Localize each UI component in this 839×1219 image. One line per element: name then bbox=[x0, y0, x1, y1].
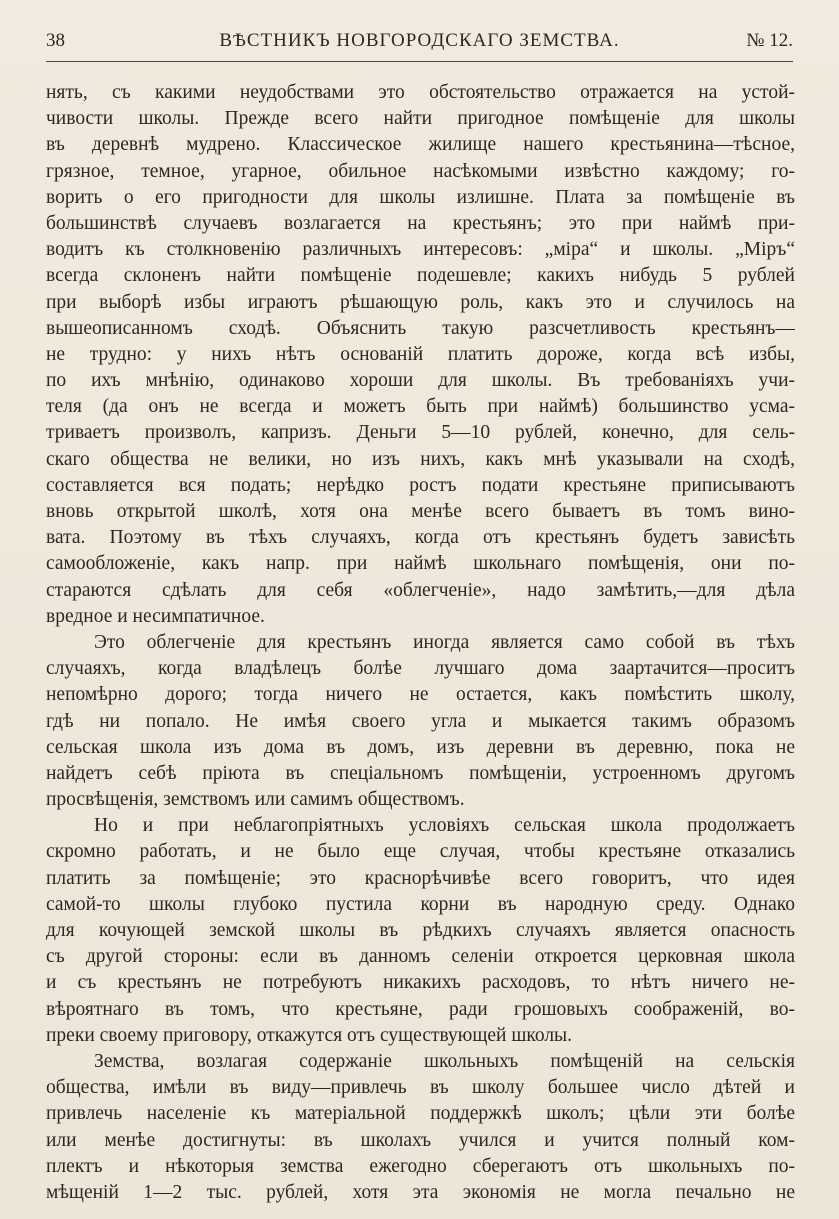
text-line: гдѣ ни попало. Не имѣя своего угла и мыкается такимъ образомъ bbox=[46, 710, 795, 732]
text-line: вновь открытой школѣ, хотя она менѣе всего бываетъ въ томъ вино- bbox=[46, 501, 795, 522]
text-line: скромно работать, и не было еще случая, чтобы крестьяне отказались bbox=[46, 841, 795, 863]
text-line: всегда склоненъ найти помѣщеніе подешевле; какихъ нибудь 5 рублей bbox=[46, 265, 795, 287]
text-line: теля (да онъ не всегда и можетъ быть при наймѣ) большинство усма- bbox=[46, 396, 795, 418]
text-line: грязное, темное, угарное, обильное насѣкомыми извѣстно каждому; го- bbox=[46, 160, 795, 182]
journal-title: ВѢСТНИКЪ НОВГОРОДСКАГО ЗЕМСТВА. bbox=[219, 30, 620, 51]
text-line: чивости школы. Прежде всего найти пригодное помѣщеніе для школы bbox=[46, 108, 795, 130]
text-line: случаяхъ, когда владѣлецъ болѣе лучшаго дома заартачится—проситъ bbox=[46, 658, 795, 680]
text-line: не трудно: у нихъ нѣтъ основаній платить дороже, когда всѣ избы, bbox=[46, 343, 795, 365]
text-line: и съ крестьянъ не потребуютъ никакихъ расходовъ, то нѣтъ ничего не- bbox=[46, 972, 795, 994]
text-line: вредное и несимпатичное. bbox=[46, 605, 265, 627]
text-line: плектъ и нѣкоторыя земства ежегодно сберегаютъ отъ школьныхъ по- bbox=[46, 1155, 795, 1177]
text-line: сельская школа изъ дома въ домъ, изъ деревни въ деревню, пока не bbox=[46, 736, 795, 758]
text-line: привлечь населеніе къ матеріальной поддержкѣ школъ; цѣли эти болѣе bbox=[46, 1103, 795, 1125]
text-line: общества, имѣли въ виду—привлечь въ школу большее число дѣтей и bbox=[46, 1077, 795, 1099]
issue-number: № 12. bbox=[746, 30, 793, 51]
text-line: найдетъ себѣ пріюта въ спеціальномъ помѣщеніи, устроенномъ другомъ bbox=[46, 762, 795, 784]
text-line: самой-то школы глубоко пустила корни въ народную среду. Однако bbox=[46, 893, 795, 915]
text-line: Но и при неблагопріятныхъ условіяхъ сельская школа продолжаетъ bbox=[94, 815, 795, 837]
text-line: платить за помѣщеніе; это краснорѣчивѣе всего говоритъ, что идея bbox=[46, 867, 795, 889]
text-line: вата. Поэтому въ тѣхъ случаяхъ, когда отъ крестьянъ будетъ зависѣть bbox=[46, 527, 795, 549]
page-number: 38 bbox=[46, 30, 65, 51]
text-line: вѣроятнаго въ томъ, что крестьяне, ради грошовыхъ соображеній, во- bbox=[46, 998, 795, 1020]
text-line: съ другой стороны: если въ данномъ селеніи откроется церковная школа bbox=[46, 946, 795, 968]
text-line: стараются сдѣлать для себя «облегченіе», надо замѣтить,—для дѣла bbox=[46, 579, 795, 601]
header-rule bbox=[46, 61, 793, 62]
text-line: ворить о его пригодности для школы излишне. Плата за помѣщеніе въ bbox=[46, 186, 795, 208]
text-line: водитъ къ столкновенію различныхъ интересовъ: „міра“ и школы. „Міръ“ bbox=[46, 239, 795, 261]
text-line: или менѣе достигнуты: въ школахъ учился и учится полный ком- bbox=[46, 1129, 795, 1151]
text-line: непомѣрно дорого; тогда ничего не остается, какъ помѣстить школу, bbox=[46, 684, 795, 706]
text-line: самообложеніе, какъ напр. при наймѣ школьнаго помѣщенія, они по- bbox=[46, 553, 795, 575]
text-line: для кочующей земской школы въ рѣдкихъ случаяхъ является опасность bbox=[46, 920, 795, 941]
text-line: по ихъ мнѣнію, одинаково хороши для школы. Въ требованіяхъ учи- bbox=[46, 370, 795, 392]
text-line: большинствѣ случаевъ возлагается на крестьянъ; это при наймѣ при- bbox=[46, 212, 795, 234]
body-text bbox=[46, 80, 795, 1206]
text-line: нять, съ какими неудобствами это обстоятельство отражается на устой- bbox=[46, 82, 795, 103]
text-line: Земства, возлагая содержаніе школьныхъ помѣщеній на сельскія bbox=[94, 1050, 795, 1072]
text-line: преки своему приговору, откажутся отъ существующей школы. bbox=[46, 1024, 573, 1046]
running-header bbox=[46, 30, 793, 60]
text-line: Это облегченіе для крестьянъ иногда является само собой въ тѣхъ bbox=[94, 631, 795, 653]
text-line: просвѣщенія, земствомъ или самимъ обществомъ. bbox=[46, 789, 465, 811]
text-line: мѣщеній 1—2 тыс. рублей, хотя эта экономія не могла печально не bbox=[46, 1181, 795, 1203]
text-line: составляется вся подать; нерѣдко ростъ подати крестьяне приписываютъ bbox=[46, 474, 795, 496]
text-line: триваетъ произволъ, капризъ. Деньги 5—10 рублей, конечно, для сель- bbox=[46, 422, 795, 444]
text-line: скаго общества не велики, но изъ нихъ, какъ мнѣ указывали на сходѣ, bbox=[46, 448, 795, 470]
text-line: вышеописанномъ сходѣ. Объяснить такую разсчетливость крестьянъ— bbox=[46, 317, 795, 339]
text-line: въ деревнѣ мудрено. Классическое жилище нашего крестьянина—тѣсное, bbox=[46, 134, 795, 156]
text-line: при выборѣ избы играютъ рѣшающую роль, какъ это и случилось на bbox=[46, 291, 795, 313]
